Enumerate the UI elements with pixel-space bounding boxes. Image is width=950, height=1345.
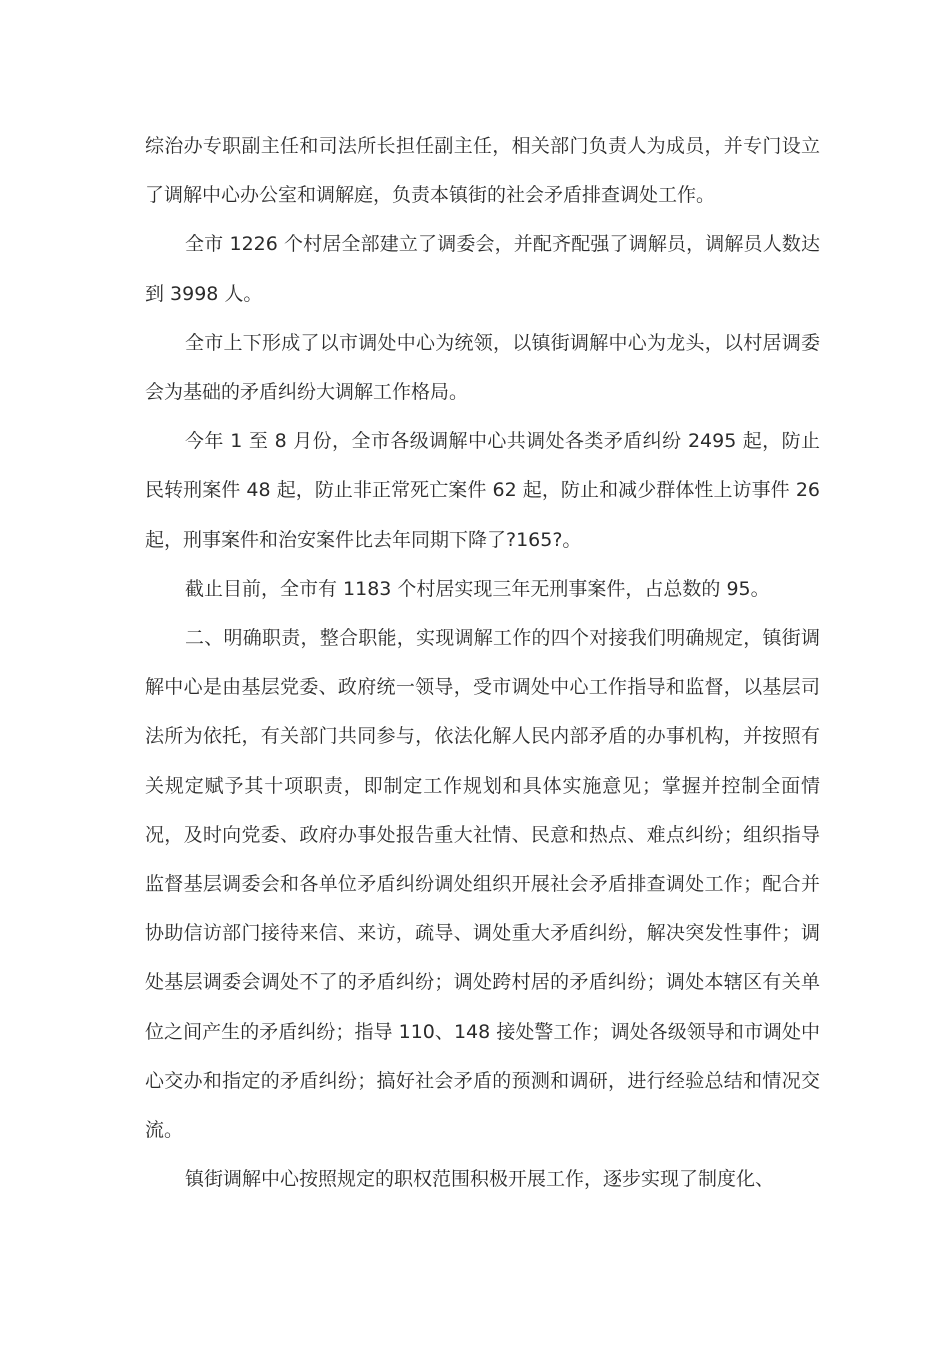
paragraph-6: 二、明确职责，整合职能，实现调解工作的四个对接我们明确规定，镇街调解中心是由基层党委、政府统一领导，受市调处中心工作指导和监督，以基层司法所为依托，有关部门共同参与，依法化解人民内部矛盾的办事机构，并按照有关规定赋予其十项职责，即制定工作规划和具体实施意见；掌握并控制全面情况，及时向党委、政府办事处报告重大社情、民意和热点、难点纠纷；组织指导监督基层调委会和各单位矛盾纠纷调处组织开展社会矛盾排查调处工作；配合并协助信访部门接待来信、来访，疏导、调处重大矛盾纠纷，解决突发性事件；调处基层调委会调处不了的矛盾纠纷；调处跨村居的矛盾纠纷；调处本辖区有关单位之间产生的矛盾纠纷；指导 110、148 接处警工作；调处各级领导和市调处中心交办和指定的矛盾纠纷；搞好社会矛盾的预测和调研，进行经验总结和情况交流。 [145, 627, 820, 1142]
paragraph-1: 综治办专职副主任和司法所长担任副主任，相关部门负责人为成员，并专门设立了调解中心办公室和调解庭，负责本镇街的社会矛盾排查调处工作。 [145, 135, 820, 207]
paragraph-3: 全市上下形成了以市调处中心为统领，以镇街调解中心为龙头，以村居调委会为基础的矛盾纠纷大调解工作格局。 [145, 331, 820, 404]
paragraph-5: 截止目前，全市有 1183 个村居实现三年无刑事案件，占总数的 95。 [185, 577, 770, 600]
paragraph-2: 全市 1226 个村居全部建立了调委会，并配齐配强了调解员，调解员人数达到 3998 人。 [145, 233, 820, 305]
document-body [145, 122, 820, 1204]
paragraph-4: 今年 1 至 8 月份，全市各级调解中心共调处各类矛盾纠纷 2495 起，防止民转刑案件 48 起，防止非正常死亡案件 62 起，防止和减少群体性上访事件 26 起，刑事案件和治安案件比去年同期下降了?165?。 [145, 430, 820, 551]
paragraph-7: 镇街调解中心按照规定的职权范围积极开展工作，逐步实现了制度化、 [185, 1168, 775, 1191]
